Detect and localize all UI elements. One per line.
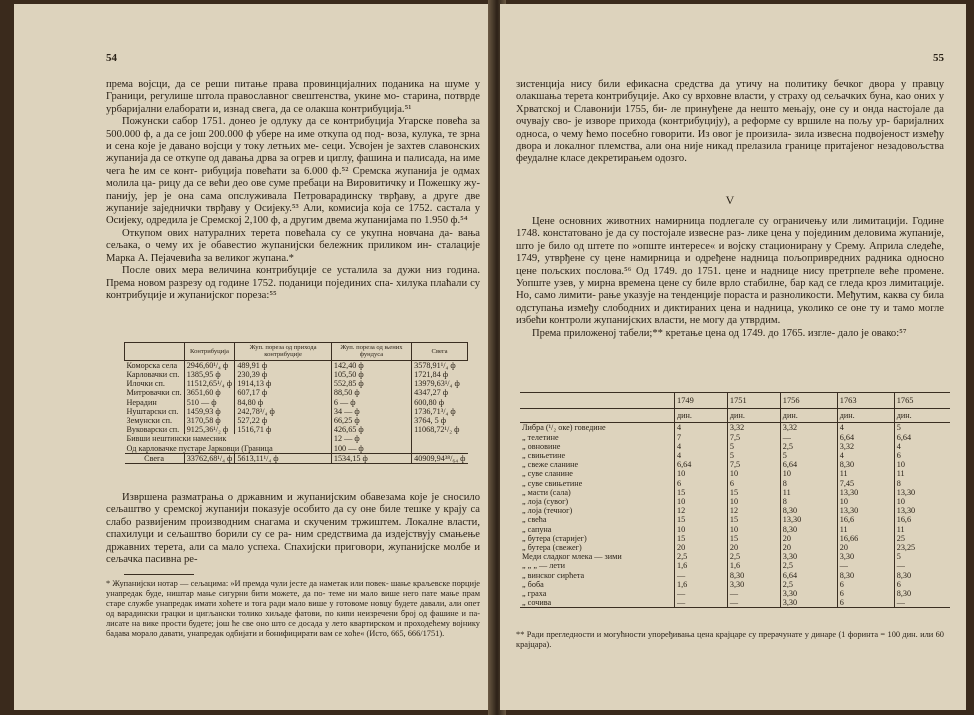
table-header: [125, 343, 185, 361]
table-row: „ свећа 15 15 13,30 16,6 16,6: [520, 515, 950, 524]
paragraph: Откупом ових натуралних терета повећала су се укупна новчана да- вања сељака, о чему их је обавестио жупанијски бележник приликом ин- сталације Марка А. Пејачевића за великог жупана.*: [106, 227, 480, 264]
table-row: Земунски сп. 3170,58 ф 527,22 ф 66,25 ф 3764, 5 ф: [125, 416, 468, 425]
table-row: „ лоја (сувог) 10 10 8 10 10: [520, 497, 950, 506]
paragraph: Извршена разматрања о државним и жупанијским обавезама које је сносило сељаштво у сремској жупанији показује особито да су оне биле тешке у крају са слабо развијеним производним снагама и скученим тржиштем. Локалне власти, спахилуци и сељаштво борили су се ра- ним средствима да издејствују смањење државних терета, али са мало успеха. Спахијски приговори, жупанијске молбе и сељачка пасивна ре-: [106, 492, 480, 566]
table-header: [520, 393, 675, 409]
table-header: 1756: [780, 393, 837, 409]
paragraph: Цене основних животних намирница подлегале су ограничењу или лимитацији. Године 1748. констатовано је да су постојале извесне раз- лике цена у појединим деловима жупаније, што је било од штете по »опште интересе« и војску стационирану у Срему. Априла следеће, 1749, утврђене су цене намирница и одређене надница пољопривредних радника односно цене пољских послова.⁵⁶ Од 1749. до 1751. цене и наднице нису претрпеле веће промене. Уопште узев, у мирна времена цене су биле врло стабилне, бар кад се гледа кроз лимитације. Но, само лимити- рање указује на тенденције пораста и разноликости. Међутим, каква су била одступања између слободних и диктираних цена и надница, уколико се оне ту и тамо могле избећи контроли жупанијских власти, не могу да утврдим.: [516, 216, 944, 327]
table-row: „ овновине 4 5 2,5 3,32 4: [520, 442, 950, 451]
table-row: Меди сладког млека — зими 2,5 2,5 3,30 3,30 5: [520, 552, 950, 561]
table-row: „ свеже сланине 6,64 7,5 6,64 8,30 10: [520, 460, 950, 469]
table-total-row: Свега 33762,68¹/₄ ф 5613,11¹/₄ ф 1534,15 ф 40909,94³⁸/₆₄ ф: [125, 453, 468, 463]
paragraph: зистенција нису били ефикасна средства да утичу на политику бечког двора у правцу олакшања терета контрибуције. Ако су врховне власти, у страху од сељачких буна, као оних у Хрватској и Славонији 1755, би- ле принуђене да нешто мењају, оне су и онда настојале да очувају сво- је изворе прихода (контрибуцију), а реформе су вршиле на пољу ур- баријалних односа, о чему ћемо посебно говорити. Из овог је произила- зила извесна подвојеност између двора и локалног племства, али она није никад прелазила границе притајеног незадовољства феудалне класе декретирањем одозго.: [516, 79, 944, 165]
table-row: Коморска села 2946,60¹/₄ ф 489,91 ф 142,40 ф 3578,91¹/₄ ф: [125, 360, 468, 370]
table-row: Нуштарски сп. 1459,93 ф 242,78³/₄ ф 34 — ф 1736,71³/₄ ф: [125, 407, 468, 416]
footnote-rule: [124, 574, 194, 575]
section-numeral: V: [725, 193, 735, 207]
table-row: „ сапуна 10 10 8,30 11 11: [520, 525, 950, 534]
table-row: „ сочива — — 3,30 6 —: [520, 598, 950, 608]
right-body-text: [516, 79, 944, 166]
table-row: Вуковарски сп. 9125,36¹/₂ ф 1516,71 ф 426,65 ф 11068,72¹/₂ ф: [125, 425, 468, 434]
left-page: [14, 4, 494, 710]
table-row: „ бутера (старијег) 15 15 20 16,66 25: [520, 534, 950, 543]
table-row: „ боба 1,6 3,30 2,5 6 6: [520, 580, 950, 589]
paragraph: према војсци, да се реши питање права провинцијалних поданика на шуме у Граници, регулише штола православног свештенства, укине мо- старина, потврде урбаријални елаборати и, изнад свега, да се олакша контрибуција.⁵¹: [106, 79, 480, 115]
right-page: [500, 4, 966, 710]
left-body-text: [106, 79, 480, 302]
page-number-left: 54: [106, 52, 117, 64]
units-row: дин. дин. дин. дин. дин.: [520, 409, 950, 423]
right-body-text-b: [516, 216, 944, 340]
table-row: „ лоја (течног) 12 12 8,30 13,30 13,30: [520, 506, 950, 515]
table-header: Жуп. пореза од њених фундуса: [331, 343, 411, 361]
table-row: „ телетине 7 7,5 — 6,64 6,64: [520, 433, 950, 442]
page-number-right: 55: [933, 52, 944, 64]
table-row: Карловачки сп. 1385,95 ф 230,39 ф 105,50 ф 1721,84 ф: [125, 370, 468, 379]
table-row: „ суве свињетине 6 6 8 7,45 8: [520, 479, 950, 488]
table-header: 1765: [894, 393, 950, 409]
table-header: Свега: [412, 343, 468, 361]
paragraph: После ових мера величина контрибуције се усталила за дужи низ година. Према новом разрезу од године 1752. поданици појединих спа- хилука плаћали су контрибуције и жупанијског пореза:⁵⁵: [106, 265, 480, 301]
table-header: 1763: [837, 393, 894, 409]
table-row: „ граха — — 3,30 6 8,30: [520, 589, 950, 598]
table-header: 1751: [727, 393, 780, 409]
table-row: Нерадин 510 — ф 84,80 ф 6 — ф 600,80 ф: [125, 398, 468, 407]
table-row: „ бутера (свежег) 20 20 20 20 23,25: [520, 543, 950, 552]
table-row: „ винског сирћета — 8,30 6,64 8,30 8,30: [520, 571, 950, 580]
table-row: „ масти (сала) 15 15 11 13,30 13,30: [520, 488, 950, 497]
table-header: Жуп. пореза од прихода контрибуције: [235, 343, 332, 361]
contribution-table: [124, 342, 468, 464]
table-row: „ свињетине 4 5 5 4 6: [520, 451, 950, 460]
table-row: „ „ „ — лети 1,6 1,6 2,5 — —: [520, 561, 950, 570]
table-row: „ суве сланине 10 10 10 11 11: [520, 469, 950, 478]
table-row: Од карловачке пустаре Јарковци (Граница 100 — ф: [125, 444, 468, 454]
paragraph: Пожунски сабор 1751. донео је одлуку да се контрибуција Угарске повећа за 500.000 ф, а да се још 200.000 ф убере на име откупа од под- воза, кулука, те зрна и сена које је давано војсци у току летњих ме- сеци. Усвојен је захтев славонских жупанија да се откупе од давања дрва за огрев и циглу, фашина и палисада, на име чега ће им се конт- рибуција повећати за 6.000 ф.⁵² Сремска жупанија је одмах молила ца- рицу да се већи део ове суме пребаци на Вировитичку и Пожешку жу- панију, јер је она сама опслуживала Петроварадинску тврђаву, а друге две жупаније заједнички тврђаву у Осијеку.⁵³ Али, комисија која се 1752. састала у Осијеку, одредила је Сремској 2,100 ф, а другим двема жупанијама по 1.950 ф.⁵⁴: [106, 116, 480, 227]
prices-table: [520, 392, 950, 608]
paragraph: Према приложеној табели;** кретање цена од 1749. до 1765. изгле- дало је овако:⁵⁷: [532, 327, 907, 339]
footnote: * Жупанијски нотар — сељацима: »И премда чули јесте да наметак или повек- шање краљевске порције унапредак буде, ништар мање сигурни бити можете, да по- теме ни мало више него пате мање прам старе службе унапредак имати хоћете и тога ради мало више у готовоме новцу будете давали, али опет од варадински грацки и цигљански толико хиљаде фатови, по кипи неизречени број од фашине и па- лисате на вике прости будете; још ће све оно што се досада у лето квартирском и проходећему војнику бадава морало давати, унапредак одбијати и бонифицирати вам се хоће« (Исто, 665, 666/1751).: [106, 579, 480, 638]
table-row: Илочки сп. 11512,65¹/₄ ф 1914,13 ф 552,85 ф 13979,63¹/₄ ф: [125, 379, 468, 388]
table-header: Контрибуција: [184, 343, 235, 361]
table-row: Бивши нештински намесник 12 — ф: [125, 434, 468, 443]
table-header: 1749: [675, 393, 728, 409]
left-body-text-after: [106, 492, 480, 566]
table-row: Либра (¹/₂ оке) говедине 4 3,32 3,32 4 5: [520, 423, 950, 433]
table-row: Митровачки сп. 3651,60 ф 607,17 ф 88,50 ф 4347,27 ф: [125, 388, 468, 397]
footnote: ** Ради прегледности и могућности упоређивања цена крајцаре су прерачунате у динаре (1 форинта = 100 дин. или 60 крајцара).: [516, 630, 944, 649]
